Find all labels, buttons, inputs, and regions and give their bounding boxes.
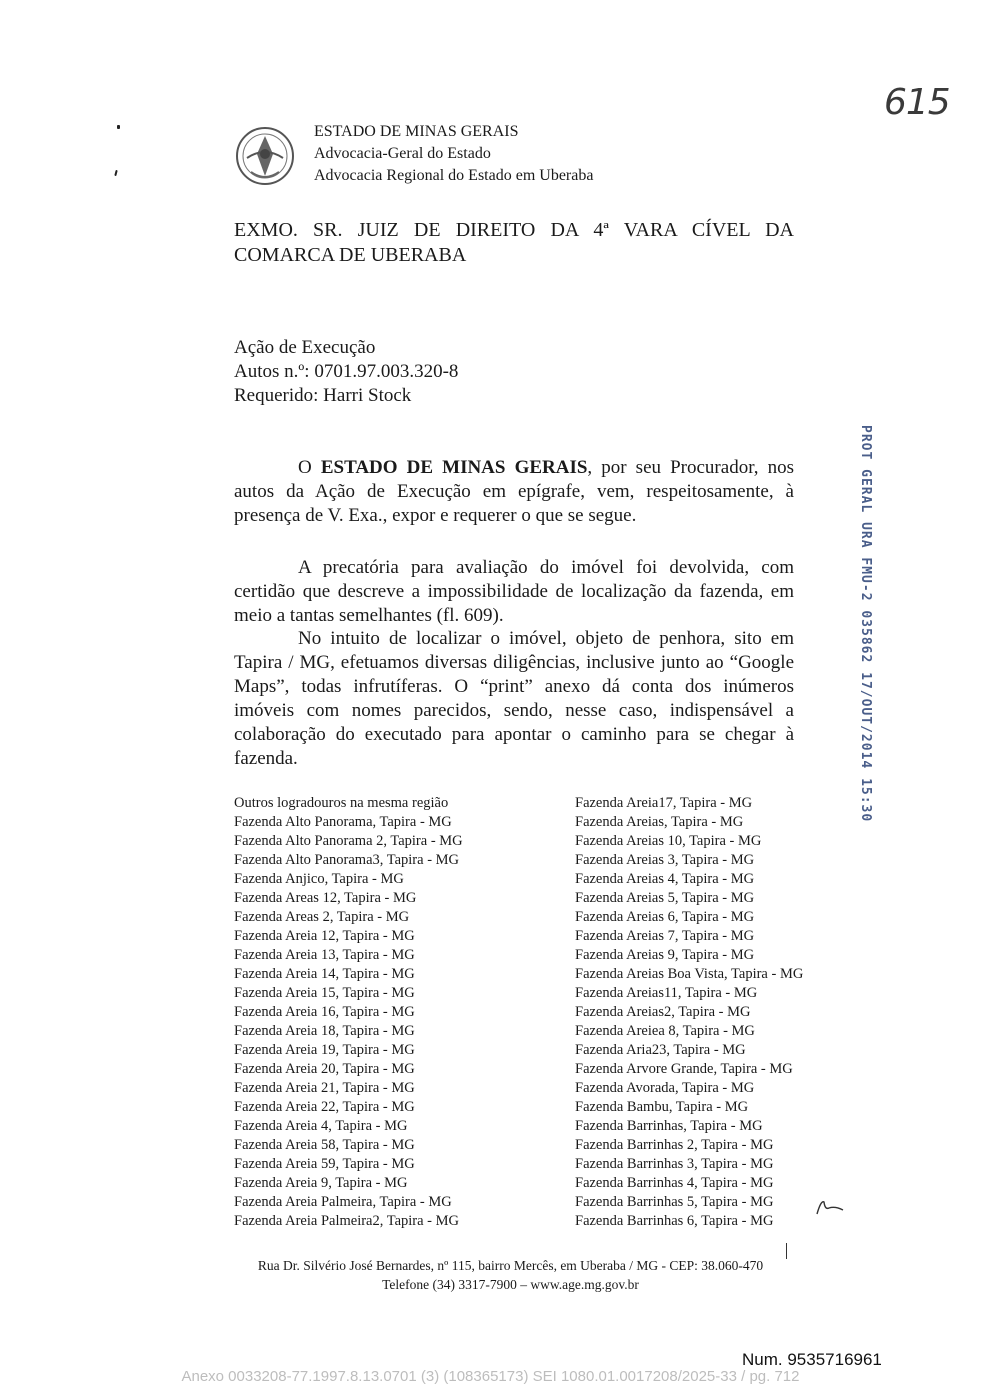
list-item: Fazenda Barrinhas, Tapira - MG [575, 1118, 763, 1134]
paragraph-intro-rest: , por seu Procurador, nos autos da Ação de Execução em epígrafe, vem, respeitosamente, à presença de V. Exa., expor e requerer o que se segue. [234, 457, 794, 526]
list-item: Fazenda Areia Palmeira2, Tapira - MG [234, 1213, 459, 1229]
list-item: Fazenda Areia 21, Tapira - MG [234, 1080, 415, 1096]
list-item: Fazenda Barrinhas 5, Tapira - MG [575, 1194, 774, 1210]
stray-mark [114, 170, 117, 176]
list-item: Fazenda Anjico, Tapira - MG [234, 871, 404, 887]
list-item: Outros logradouros na mesma região [234, 795, 449, 811]
paragraph-precatoria: A precatória para avaliação do imóvel foi devolvida, com certidão que descreve a impossibilidade de localização da fazenda, em meio a tantas semelhantes (fl. 609). [234, 557, 794, 626]
list-item: Fazenda Areias 5, Tapira - MG [575, 890, 755, 906]
farm-list-left [234, 794, 463, 1231]
list-item: Fazenda Barrinhas 3, Tapira - MG [575, 1156, 774, 1172]
footer-address: Rua Dr. Silvério José Bernardes, nº 115, bairro Mercês, em Uberaba / MG - CEP: 38.060-470 [257, 1258, 764, 1273]
list-item: Fazenda Areia17, Tapira - MG [575, 795, 753, 811]
case-number: Autos n.º: 0701.97.003.320-8 [234, 361, 459, 382]
state-seal-icon [233, 124, 297, 188]
list-item: Fazenda Areia 16, Tapira - MG [234, 1004, 415, 1020]
paragraph-diligencias: No intuito de localizar o imóvel, objeto de penhora, sito em Tapira / MG, efetuamos diversas diligências, inclusive junto ao “Google Maps”, todas infrutíferas. O “print” anexo dá conta dos inúmeros imóveis com nomes parecidos, sendo, nesse caso, indispensável a colaboração do executado para apontar o caminho para se chegar à fazenda. [234, 628, 794, 769]
list-item: Fazenda Barrinhas 6, Tapira - MG [575, 1213, 774, 1229]
list-item: Fazenda Areia 58, Tapira - MG [234, 1137, 415, 1153]
list-item: Fazenda Barrinhas 4, Tapira - MG [575, 1175, 774, 1191]
list-item: Fazenda Avorada, Tapira - MG [575, 1080, 755, 1096]
list-item: Fazenda Areia 13, Tapira - MG [234, 947, 415, 963]
list-item: Fazenda Areia 19, Tapira - MG [234, 1042, 415, 1058]
protocol-stamp: PROT GERAL URA FMU-2 035862 17/OUT/2014 15:30 [858, 425, 873, 823]
header-agency: Advocacia-Geral do Estado [314, 145, 491, 162]
annex-reference: Anexo 0033208-77.1997.8.13.0701 (3) (108365173) SEI 1080.01.0017208/2025-33 / pg. 712 [181, 1368, 800, 1385]
case-respondent: Requerido: Harri Stock [234, 385, 412, 406]
list-item: Fazenda Areas 12, Tapira - MG [234, 890, 417, 906]
list-item: Fazenda Areia 9, Tapira - MG [234, 1175, 408, 1191]
footer-phone: Telefone (34) 3317-7900 – www.age.mg.gov.br [382, 1277, 639, 1292]
document-number: Num. 9535716961 [742, 1350, 882, 1369]
farm-list-right [575, 794, 803, 1231]
list-item: Fazenda Areias11, Tapira - MG [575, 985, 758, 1001]
list-item: Fazenda Arvore Grande, Tapira - MG [575, 1061, 793, 1077]
list-item: Fazenda Areia 4, Tapira - MG [234, 1118, 408, 1134]
header-state-name: ESTADO DE MINAS GERAIS [314, 123, 519, 140]
list-item: Fazenda Areia Palmeira, Tapira - MG [234, 1194, 452, 1210]
handwritten-page-number: 615 [884, 82, 950, 123]
list-item: Fazenda Areia 18, Tapira - MG [234, 1023, 415, 1039]
paragraph-intro-lead: O [298, 457, 321, 478]
list-item: Fazenda Areas 2, Tapira - MG [234, 909, 410, 925]
list-item: Fazenda Alto Panorama, Tapira - MG [234, 814, 452, 830]
list-item: Fazenda Areiea 8, Tapira - MG [575, 1023, 755, 1039]
header-regional-office: Advocacia Regional do Estado em Uberaba [314, 167, 594, 184]
list-item: Fazenda Areia 22, Tapira - MG [234, 1099, 415, 1115]
list-item: Fazenda Aria23, Tapira - MG [575, 1042, 746, 1058]
list-item: Fazenda Areia 15, Tapira - MG [234, 985, 415, 1001]
list-item: Fazenda Areia 20, Tapira - MG [234, 1061, 415, 1077]
list-item: Fazenda Areias 4, Tapira - MG [575, 871, 755, 887]
list-item: Fazenda Alto Panorama 2, Tapira - MG [234, 833, 463, 849]
list-item: Fazenda Areias 7, Tapira - MG [575, 928, 755, 944]
list-item: Fazenda Bambu, Tapira - MG [575, 1099, 749, 1115]
list-item: Fazenda Areias 6, Tapira - MG [575, 909, 755, 925]
list-item: Fazenda Areia 59, Tapira - MG [234, 1156, 415, 1172]
addressee: EXMO. SR. JUIZ DE DIREITO DA 4ª VARA CÍVEL DA COMARCA DE UBERABA [234, 219, 794, 266]
list-item: Fazenda Areias 3, Tapira - MG [575, 852, 755, 868]
list-item: Fazenda Areias 10, Tapira - MG [575, 833, 762, 849]
list-item: Fazenda Areia 14, Tapira - MG [234, 966, 415, 982]
list-item: Fazenda Alto Panorama3, Tapira - MG [234, 852, 460, 868]
paragraph-intro-bold: ESTADO DE MINAS GERAIS [320, 457, 588, 478]
handwritten-mark-icon [815, 1196, 845, 1218]
case-action: Ação de Execução [234, 337, 376, 358]
list-item: Fazenda Areias, Tapira - MG [575, 814, 744, 830]
list-item: Fazenda Areias Boa Vista, Tapira - MG [575, 966, 804, 982]
stray-mark [117, 125, 120, 129]
paragraph-intro [234, 456, 794, 528]
list-item: Fazenda Areia 12, Tapira - MG [234, 928, 415, 944]
list-item: Fazenda Barrinhas 2, Tapira - MG [575, 1137, 774, 1153]
list-item: Fazenda Areias2, Tapira - MG [575, 1004, 751, 1020]
list-item: Fazenda Areias 9, Tapira - MG [575, 947, 755, 963]
